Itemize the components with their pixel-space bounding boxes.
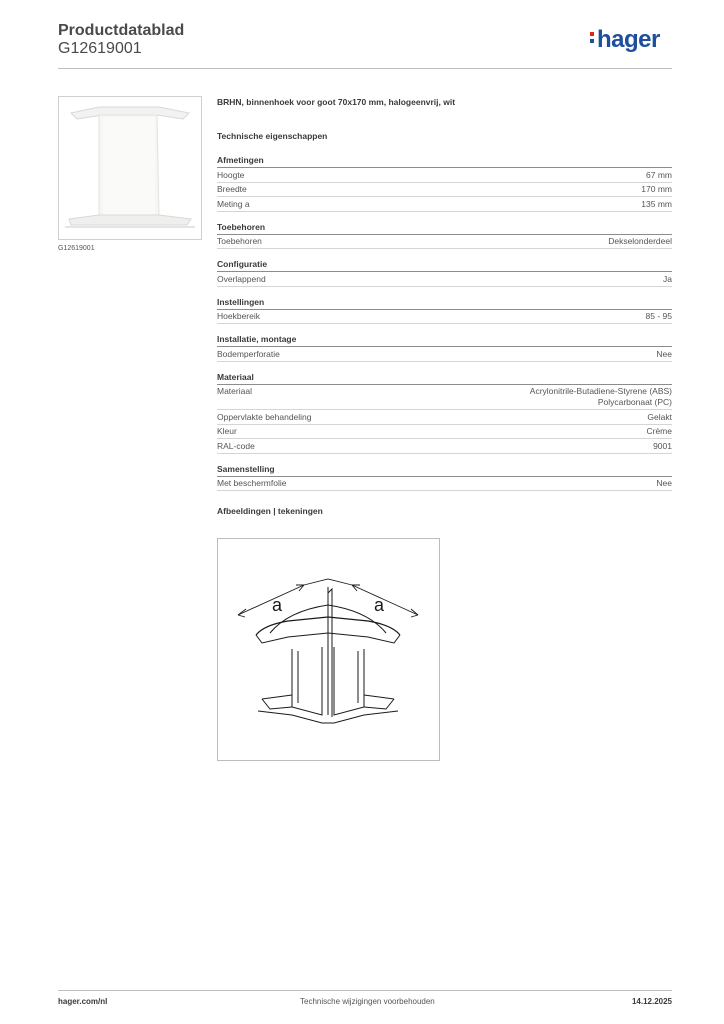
property-label: Met beschermfolie: [217, 478, 287, 488]
section-title: Samenstelling: [217, 463, 672, 477]
property-value: [653, 441, 672, 452]
properties-sections: [217, 154, 672, 491]
logo-dots-icon: [590, 32, 595, 46]
property-value: [530, 386, 672, 408]
property-row: [217, 197, 672, 212]
property-value-line: Dekselonderdeel: [608, 236, 672, 246]
property-row: [217, 310, 672, 325]
property-row: [217, 410, 672, 425]
property-label: Breedte: [217, 184, 247, 194]
properties-section: [217, 221, 672, 250]
product-details: [217, 96, 672, 517]
property-value-line: 9001: [653, 440, 672, 451]
property-row: [217, 477, 672, 492]
section-title: Afmetingen: [217, 154, 672, 168]
property-row: [217, 272, 672, 287]
property-value: [646, 311, 672, 322]
footer-divider: [58, 990, 672, 991]
property-value-line: 135 mm: [641, 198, 672, 209]
product-photo: [58, 96, 202, 240]
property-value-line: Gelakt: [647, 411, 672, 422]
property-row: [217, 347, 672, 362]
logo-text: hager: [597, 26, 660, 53]
properties-section: [217, 258, 672, 287]
properties-section: [217, 296, 672, 325]
properties-section: [217, 371, 672, 454]
property-value: [656, 349, 672, 360]
product-title: BRHN, binnenhoek voor goot 70x170 mm, halogeenvrij, wit: [217, 97, 456, 107]
property-label: Overlappend: [217, 273, 266, 284]
property-value: [641, 184, 672, 195]
property-value: [641, 199, 672, 210]
section-title: Instellingen: [217, 296, 672, 310]
product-photo-image: [59, 97, 201, 239]
footer-website-link[interactable]: hager.com/nl: [58, 997, 108, 1006]
property-label: RAL-code: [217, 440, 255, 451]
footer-notice: Technische wijzigingen voorbehouden: [300, 997, 435, 1006]
property-value-line: Nee: [656, 348, 672, 359]
property-value-line: Polycarbonaat (PC): [597, 397, 672, 407]
property-value: [656, 478, 672, 489]
property-label: Materiaal: [217, 386, 252, 396]
photo-caption: G12619001: [58, 245, 95, 252]
section-title: Materiaal: [217, 371, 672, 385]
property-label: Kleur: [217, 426, 237, 436]
property-value-line: Ja: [663, 273, 672, 284]
dimension-label-left: a: [272, 595, 283, 615]
property-row: [217, 439, 672, 454]
property-value-line: 67 mm: [646, 169, 672, 180]
page-title: Productdatablad: [58, 22, 185, 39]
property-row: [217, 425, 672, 440]
property-row: [217, 183, 672, 198]
technical-properties-heading: Technische eigenschappen: [217, 131, 328, 141]
property-label: Toebehoren: [217, 236, 262, 246]
header-divider: [58, 68, 672, 69]
properties-section: [217, 154, 672, 212]
product-code: G12619001: [58, 40, 142, 57]
property-value: [663, 274, 672, 285]
properties-section: [217, 463, 672, 492]
section-title: Installatie, montage: [217, 333, 672, 347]
property-label: Meting a: [217, 198, 250, 209]
property-value-line: 85 - 95: [645, 311, 672, 321]
technical-drawing: [217, 538, 440, 761]
property-value-line: Acrylonitrile-Butadiene-Styrene (ABS): [529, 386, 672, 396]
properties-section: [217, 333, 672, 362]
section-title: Configuratie: [217, 258, 672, 272]
property-value: [646, 426, 672, 437]
property-label: Bodemperforatie: [217, 348, 280, 359]
property-value-line: Nee: [656, 478, 672, 488]
hager-logo: [590, 26, 660, 54]
property-row: [217, 168, 672, 183]
property-value: [647, 412, 672, 423]
property-row: [217, 385, 672, 411]
dimension-label-right: a: [374, 595, 385, 615]
property-label: Hoogte: [217, 169, 245, 180]
property-label: Hoekbereik: [217, 311, 260, 321]
property-value: [646, 170, 672, 181]
property-value: [608, 236, 672, 247]
section-title: Toebehoren: [217, 221, 672, 235]
property-row: [217, 235, 672, 250]
property-value-line: 170 mm: [641, 184, 672, 194]
figures-heading: Afbeeldingen | tekeningen: [217, 506, 323, 516]
property-label: Oppervlakte behandeling: [217, 411, 312, 422]
footer-date: 14.12.2025: [631, 997, 672, 1006]
inner-corner-drawing: [218, 539, 439, 760]
property-value-line: Crème: [646, 426, 672, 436]
